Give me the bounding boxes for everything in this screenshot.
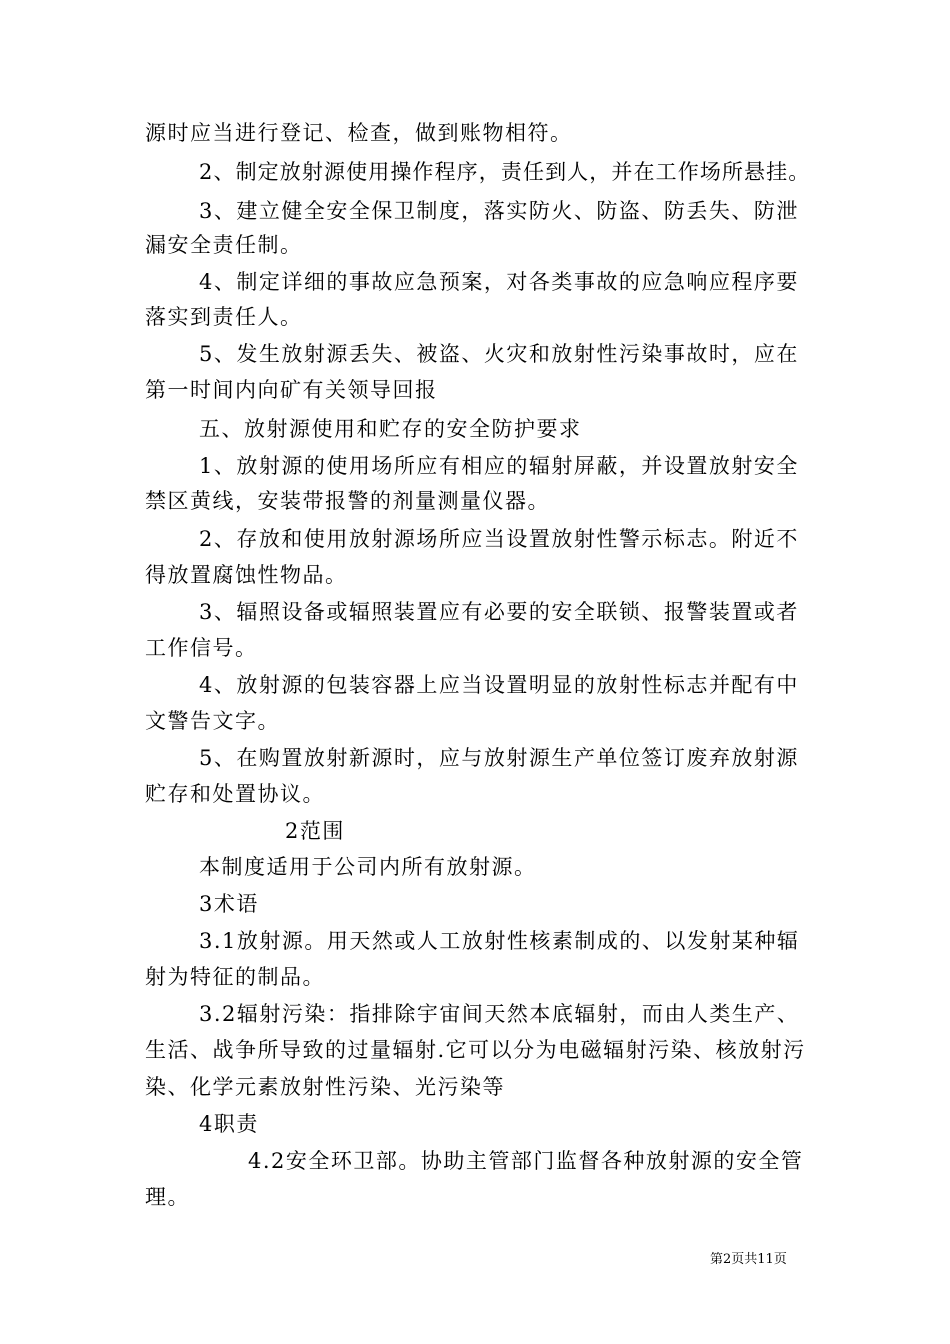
text-line: 2、制定放射源使用操作程序，责任到人，并在工作场所悬挂。 (199, 160, 811, 184)
text-line: 染、化学元素放射性污染、光污染等 (145, 1075, 505, 1099)
text-line: 源时应当进行登记、检查，做到账物相符。 (145, 121, 573, 145)
text-line: 5、发生放射源丢失、被盗、火灾和放射性污染事故时，应在 (199, 342, 799, 366)
text-line: 3、建立健全安全保卫制度，落实防火、防盗、防丢失、防泄 (199, 199, 799, 223)
text-line: 3、辐照设备或辐照装置应有必要的安全联锁、报警装置或者 (199, 600, 799, 624)
text-line: 4、放射源的包装容器上应当设置明显的放射性标志并配有中 (199, 673, 799, 697)
section-heading: 3术语 (199, 892, 259, 916)
text-line: 4.2安全环卫部。协助主管部门监督各种放射源的安全管 (248, 1149, 804, 1173)
text-line: 3.2辐射污染：指排除宇宙间天然本底辐射，而由人类生产、 (199, 1002, 800, 1026)
text-line: 第一时间内向矿有关领导回报 (145, 378, 438, 402)
text-line: 4、制定详细的事故应急预案，对各类事故的应急响应程序要 (199, 270, 799, 294)
text-line: 漏安全责任制。 (145, 233, 303, 257)
text-line: 3.1放射源。用天然或人工放射性核素制成的、以发射某种辐 (199, 929, 800, 953)
text-line: 2、存放和使用放射源场所应当设置放射性警示标志。附近不 (199, 527, 799, 551)
text-line: 工作信号。 (145, 636, 258, 660)
section-heading: 4职责 (199, 1112, 259, 1136)
text-line: 5、在购置放射新源时，应与放射源生产单位签订废弃放射源 (199, 746, 799, 770)
section-heading: 2范围 (285, 819, 345, 843)
text-line: 1、放射源的使用场所应有相应的辐射屏蔽，并设置放射安全 (199, 454, 799, 478)
text-line: 贮存和处置协议。 (145, 782, 325, 806)
page-number-footer: 第2页共11页 (710, 1252, 787, 1267)
text-line: 理。 (145, 1185, 190, 1209)
text-line: 本制度适用于公司内所有放射源。 (199, 855, 537, 879)
text-line: 生活、战争所导致的过量辐射.它可以分为电磁辐射污染、核放射污 (145, 1038, 806, 1062)
text-line: 射为特征的制品。 (145, 965, 325, 989)
text-line: 禁区黄线，安装带报警的剂量测量仪器。 (145, 489, 550, 513)
text-line: 落实到责任人。 (145, 305, 303, 329)
text-line: 得放置腐蚀性物品。 (145, 563, 348, 587)
text-line: 文警告文字。 (145, 709, 280, 733)
section-heading: 五、放射源使用和贮存的安全防护要求 (199, 417, 582, 441)
